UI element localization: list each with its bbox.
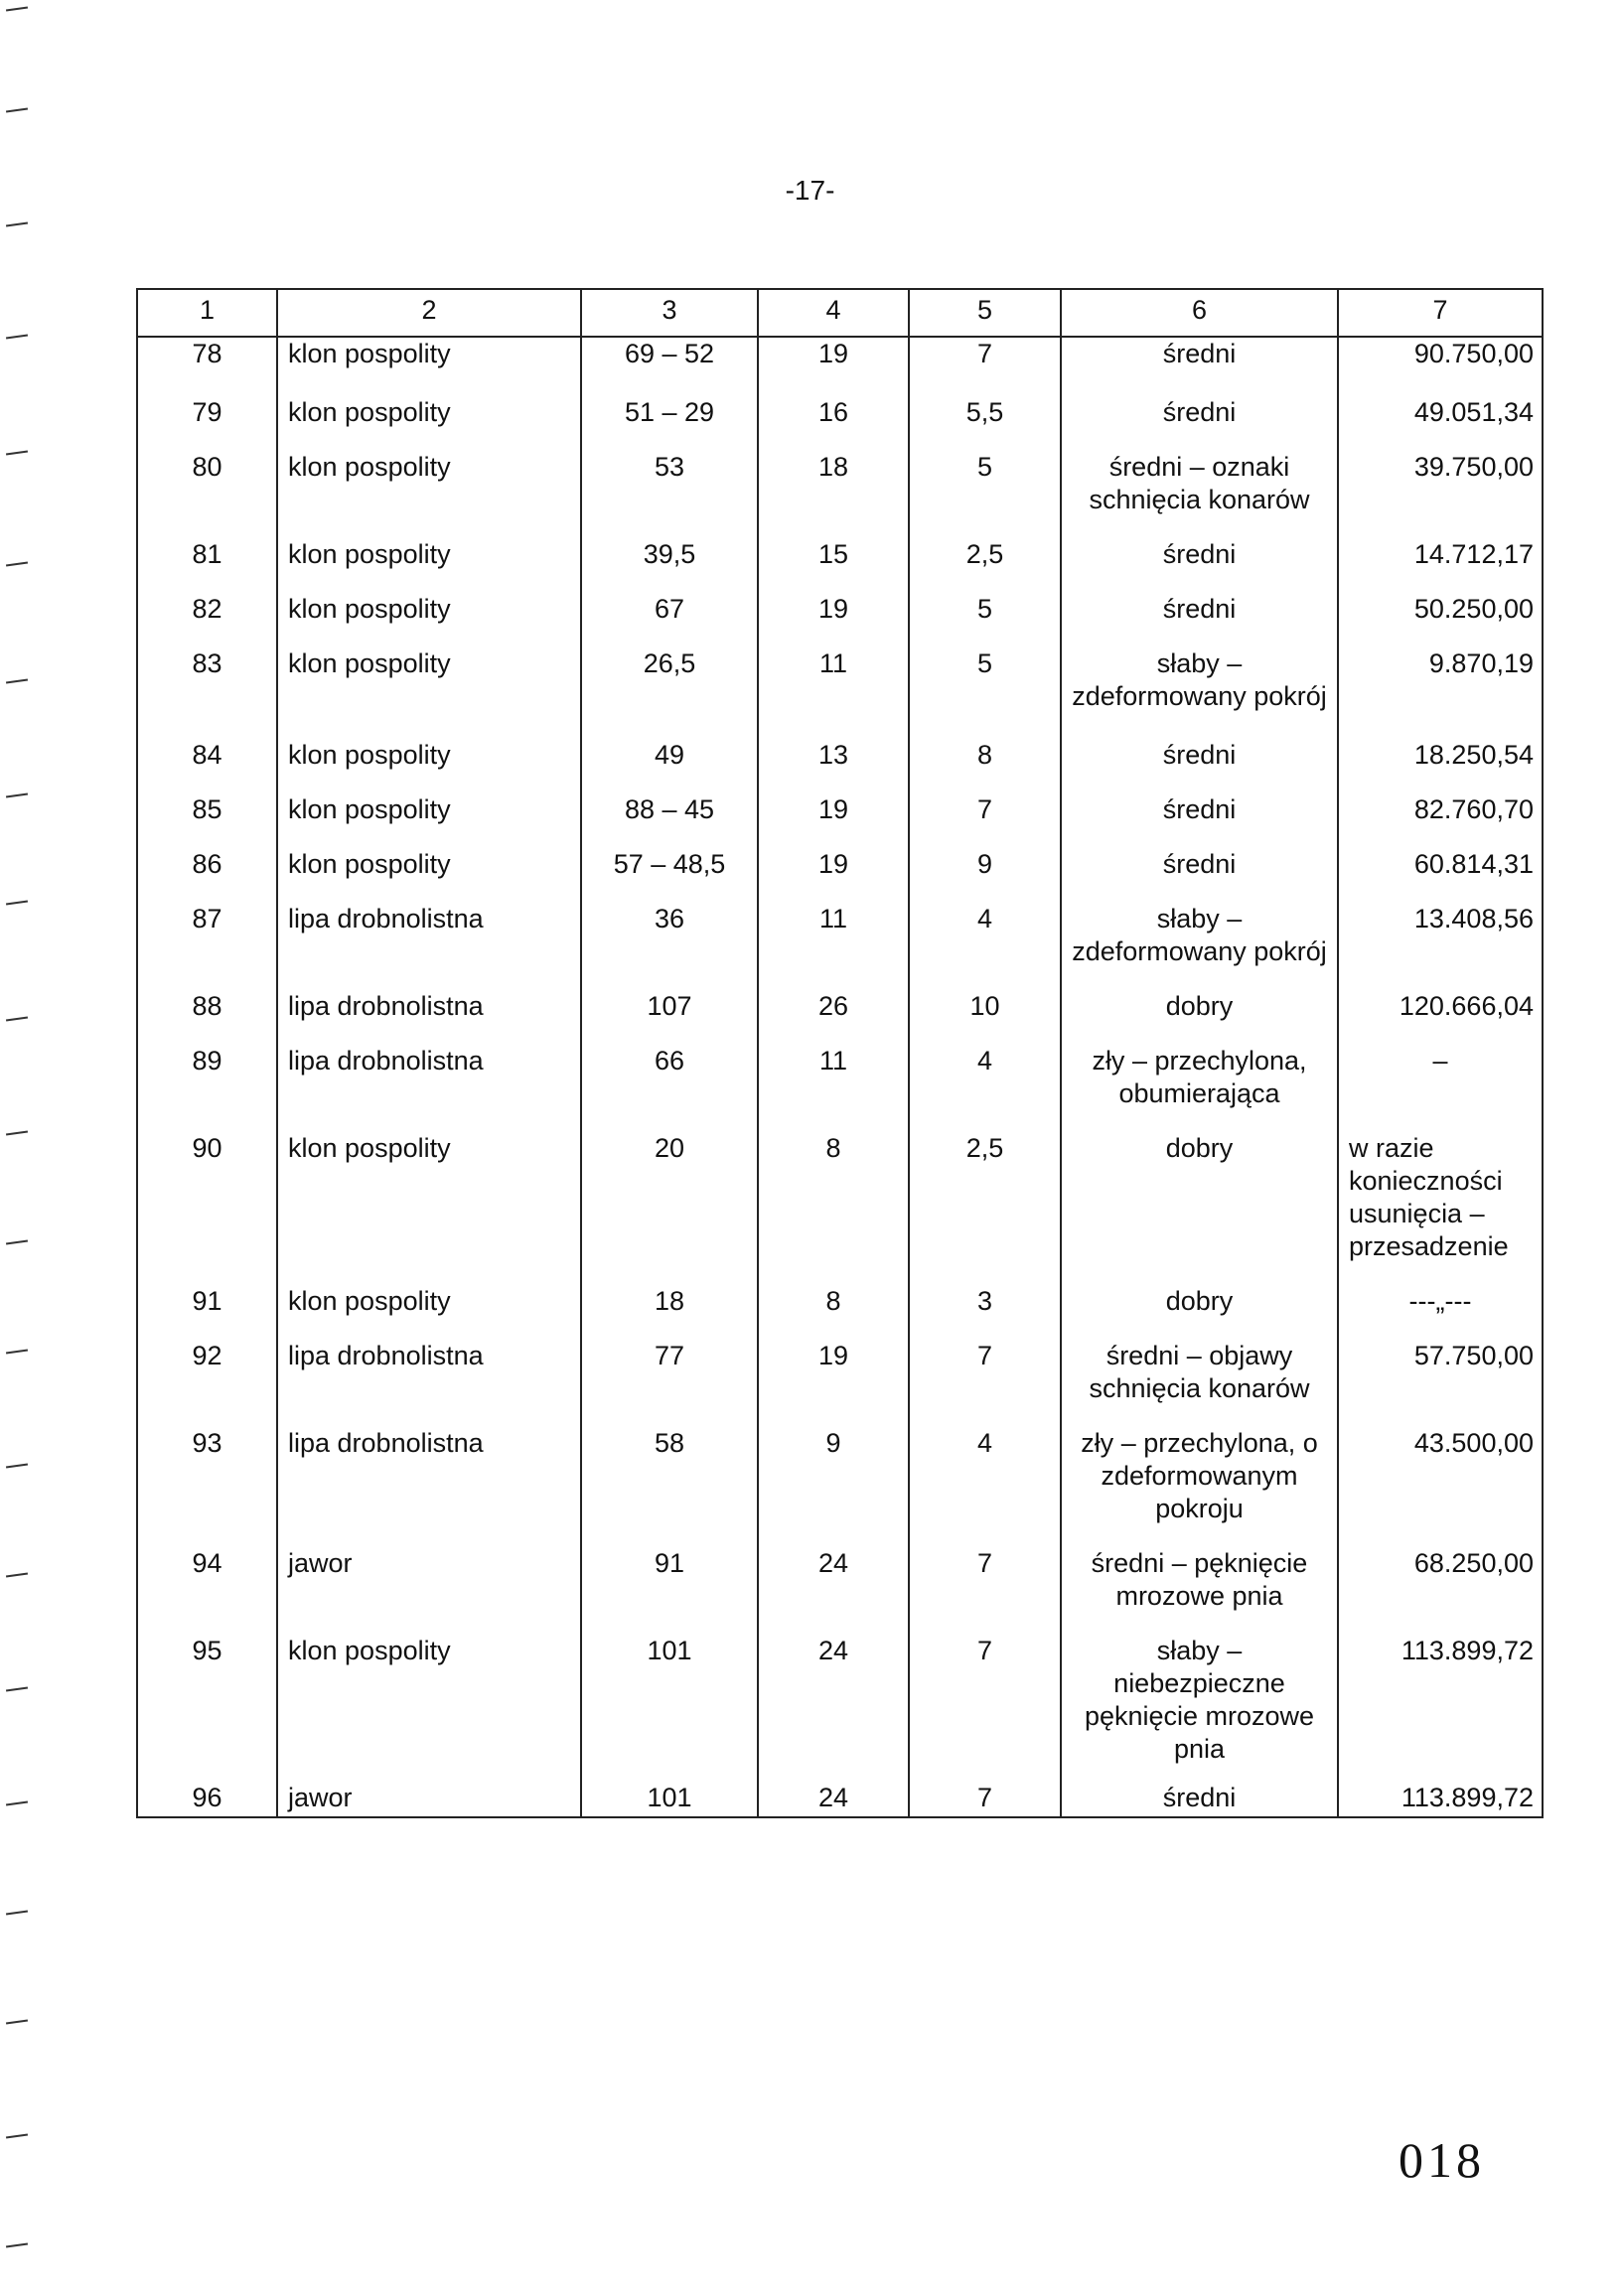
scan-margin-mark	[6, 6, 28, 11]
row-number: 85	[137, 778, 277, 832]
column-4-cell: 24	[758, 1619, 909, 1772]
column-4-cell: 18	[758, 435, 909, 522]
table-row	[137, 1531, 1543, 1619]
column-5-cell: 7	[909, 1619, 1061, 1772]
table-row	[137, 1116, 1543, 1269]
column-3-cell: 39,5	[581, 522, 758, 577]
row-number: 90	[137, 1116, 277, 1269]
table-row	[137, 1411, 1543, 1531]
scan-margin-mark	[6, 678, 28, 683]
column-3-cell: 101	[581, 1772, 758, 1817]
column-5-cell: 2,5	[909, 522, 1061, 577]
condition-cell: średni	[1061, 832, 1338, 887]
table-row	[137, 522, 1543, 577]
condition-cell: średni	[1061, 376, 1338, 435]
column-4-cell: 26	[758, 974, 909, 1029]
row-number: 78	[137, 337, 277, 376]
column-4-cell: 19	[758, 337, 909, 376]
species-cell: jawor	[277, 1772, 581, 1817]
column-4-cell: 19	[758, 832, 909, 887]
value-cell: 18.250,54	[1338, 719, 1543, 778]
species-cell: lipa drobnolistna	[277, 1324, 581, 1411]
column-4-cell: 9	[758, 1411, 909, 1531]
table-row	[137, 577, 1543, 632]
value-cell: 14.712,17	[1338, 522, 1543, 577]
condition-cell: zły – przechylona, o zdeformowanym pokroju	[1061, 1411, 1338, 1531]
value-cell: 60.814,31	[1338, 832, 1543, 887]
condition-cell: średni	[1061, 1772, 1338, 1817]
species-cell: klon pospolity	[277, 719, 581, 778]
condition-cell: dobry	[1061, 974, 1338, 1029]
value-cell: 113.899,72	[1338, 1772, 1543, 1817]
row-number: 79	[137, 376, 277, 435]
species-cell: klon pospolity	[277, 632, 581, 719]
row-number: 88	[137, 974, 277, 1029]
scan-margin-mark	[6, 1463, 28, 1468]
tree-inventory-table	[136, 288, 1544, 1818]
column-5-cell: 8	[909, 719, 1061, 778]
species-cell: klon pospolity	[277, 1116, 581, 1269]
margin-marks	[6, 0, 46, 2296]
table-row	[137, 832, 1543, 887]
row-number: 82	[137, 577, 277, 632]
column-3-cell: 57 – 48,5	[581, 832, 758, 887]
column-3-cell: 36	[581, 887, 758, 974]
column-3-cell: 67	[581, 577, 758, 632]
scan-margin-mark	[6, 2242, 28, 2247]
row-number: 91	[137, 1269, 277, 1324]
condition-cell: dobry	[1061, 1116, 1338, 1269]
species-cell: lipa drobnolistna	[277, 1029, 581, 1116]
scan-margin-mark	[6, 2019, 28, 2024]
column-5-cell: 10	[909, 974, 1061, 1029]
column-4-cell: 11	[758, 632, 909, 719]
column-5-cell: 5	[909, 435, 1061, 522]
row-number: 83	[137, 632, 277, 719]
column-header: 1	[137, 289, 277, 337]
column-3-cell: 77	[581, 1324, 758, 1411]
table-row	[137, 974, 1543, 1029]
column-header: 7	[1338, 289, 1543, 337]
row-number: 93	[137, 1411, 277, 1531]
column-4-cell: 19	[758, 778, 909, 832]
value-cell: 49.051,34	[1338, 376, 1543, 435]
condition-cell: średni	[1061, 522, 1338, 577]
table-row	[137, 1772, 1543, 1817]
scan-margin-mark	[6, 792, 28, 797]
column-5-cell: 4	[909, 887, 1061, 974]
scan-margin-mark	[6, 1130, 28, 1135]
scan-margin-mark	[6, 1800, 28, 1805]
row-number: 89	[137, 1029, 277, 1116]
species-cell: klon pospolity	[277, 1269, 581, 1324]
column-3-cell: 66	[581, 1029, 758, 1116]
row-number: 95	[137, 1619, 277, 1772]
column-header: 6	[1061, 289, 1338, 337]
column-5-cell: 7	[909, 778, 1061, 832]
table-row	[137, 337, 1543, 376]
column-5-cell: 5	[909, 577, 1061, 632]
value-cell: 90.750,00	[1338, 337, 1543, 376]
condition-cell: słaby – niebezpieczne pęknięcie mrozowe pnia	[1061, 1619, 1338, 1772]
column-3-cell: 58	[581, 1411, 758, 1531]
row-number: 80	[137, 435, 277, 522]
column-3-cell: 51 – 29	[581, 376, 758, 435]
scan-margin-mark	[6, 450, 28, 455]
value-cell: ---„---	[1338, 1269, 1543, 1324]
column-5-cell: 4	[909, 1029, 1061, 1116]
species-cell: klon pospolity	[277, 832, 581, 887]
column-4-cell: 11	[758, 1029, 909, 1116]
table-row	[137, 1029, 1543, 1116]
column-header: 4	[758, 289, 909, 337]
species-cell: lipa drobnolistna	[277, 1411, 581, 1531]
table-row	[137, 887, 1543, 974]
table-row	[137, 435, 1543, 522]
scan-margin-mark	[6, 107, 28, 112]
column-4-cell: 15	[758, 522, 909, 577]
column-4-cell: 8	[758, 1116, 909, 1269]
condition-cell: średni	[1061, 778, 1338, 832]
scan-margin-mark	[6, 1572, 28, 1577]
page-number: -17-	[785, 175, 835, 206]
table-row	[137, 376, 1543, 435]
value-cell: 43.500,00	[1338, 1411, 1543, 1531]
table-row	[137, 632, 1543, 719]
column-header: 2	[277, 289, 581, 337]
column-5-cell: 7	[909, 1772, 1061, 1817]
column-3-cell: 101	[581, 1619, 758, 1772]
column-4-cell: 19	[758, 577, 909, 632]
condition-cell: średni – oznaki schnięcia konarów	[1061, 435, 1338, 522]
scan-margin-mark	[6, 1349, 28, 1354]
condition-cell: zły – przechylona, obumierająca	[1061, 1029, 1338, 1116]
column-5-cell: 9	[909, 832, 1061, 887]
column-4-cell: 13	[758, 719, 909, 778]
column-header: 5	[909, 289, 1061, 337]
table-row	[137, 1269, 1543, 1324]
table-header-row	[137, 289, 1543, 337]
condition-cell: średni	[1061, 337, 1338, 376]
row-number: 81	[137, 522, 277, 577]
column-5-cell: 3	[909, 1269, 1061, 1324]
value-cell: 57.750,00	[1338, 1324, 1543, 1411]
column-5-cell: 5	[909, 632, 1061, 719]
species-cell: klon pospolity	[277, 522, 581, 577]
row-number: 87	[137, 887, 277, 974]
condition-cell: średni	[1061, 719, 1338, 778]
scan-margin-mark	[6, 1686, 28, 1691]
species-cell: klon pospolity	[277, 435, 581, 522]
condition-cell: średni – pęknięcie mrozowe pnia	[1061, 1531, 1338, 1619]
scan-margin-mark	[6, 1910, 28, 1915]
row-number: 94	[137, 1531, 277, 1619]
column-5-cell: 7	[909, 337, 1061, 376]
value-cell: 9.870,19	[1338, 632, 1543, 719]
column-3-cell: 18	[581, 1269, 758, 1324]
column-3-cell: 49	[581, 719, 758, 778]
column-5-cell: 7	[909, 1324, 1061, 1411]
value-cell: 13.408,56	[1338, 887, 1543, 974]
column-4-cell: 24	[758, 1772, 909, 1817]
column-5-cell: 5,5	[909, 376, 1061, 435]
species-cell: lipa drobnolistna	[277, 974, 581, 1029]
column-3-cell: 107	[581, 974, 758, 1029]
value-cell: 120.666,04	[1338, 974, 1543, 1029]
table-row	[137, 719, 1543, 778]
species-cell: lipa drobnolistna	[277, 887, 581, 974]
table-row	[137, 778, 1543, 832]
row-number: 84	[137, 719, 277, 778]
value-cell: w razie konieczności usunięcia – przesadzenie	[1338, 1116, 1543, 1269]
scan-margin-mark	[6, 334, 28, 339]
column-3-cell: 53	[581, 435, 758, 522]
row-number: 86	[137, 832, 277, 887]
column-3-cell: 26,5	[581, 632, 758, 719]
column-3-cell: 91	[581, 1531, 758, 1619]
table-row	[137, 1324, 1543, 1411]
condition-cell: średni – objawy schnięcia konarów	[1061, 1324, 1338, 1411]
value-cell: 82.760,70	[1338, 778, 1543, 832]
scan-margin-mark	[6, 561, 28, 566]
value-cell: 50.250,00	[1338, 577, 1543, 632]
column-5-cell: 2,5	[909, 1116, 1061, 1269]
table-row	[137, 1619, 1543, 1772]
column-4-cell: 24	[758, 1531, 909, 1619]
column-3-cell: 88 – 45	[581, 778, 758, 832]
condition-cell: słaby – zdeformowany pokrój	[1061, 632, 1338, 719]
species-cell: klon pospolity	[277, 778, 581, 832]
scan-margin-mark	[6, 1239, 28, 1244]
column-3-cell: 69 – 52	[581, 337, 758, 376]
scan-margin-mark	[6, 900, 28, 905]
condition-cell: średni	[1061, 577, 1338, 632]
column-4-cell: 19	[758, 1324, 909, 1411]
archive-stamp-number: 018	[1399, 2132, 1485, 2188]
value-cell: 113.899,72	[1338, 1619, 1543, 1772]
scan-margin-mark	[6, 1016, 28, 1021]
value-cell: –	[1338, 1029, 1543, 1116]
species-cell: klon pospolity	[277, 577, 581, 632]
row-number: 96	[137, 1772, 277, 1817]
scan-margin-mark	[6, 221, 28, 226]
column-5-cell: 4	[909, 1411, 1061, 1531]
species-cell: klon pospolity	[277, 376, 581, 435]
column-3-cell: 20	[581, 1116, 758, 1269]
scan-margin-mark	[6, 2133, 28, 2138]
column-header: 3	[581, 289, 758, 337]
column-4-cell: 11	[758, 887, 909, 974]
species-cell: jawor	[277, 1531, 581, 1619]
species-cell: klon pospolity	[277, 1619, 581, 1772]
row-number: 92	[137, 1324, 277, 1411]
column-5-cell: 7	[909, 1531, 1061, 1619]
value-cell: 39.750,00	[1338, 435, 1543, 522]
condition-cell: słaby – zdeformowany pokrój	[1061, 887, 1338, 974]
condition-cell: dobry	[1061, 1269, 1338, 1324]
column-4-cell: 8	[758, 1269, 909, 1324]
value-cell: 68.250,00	[1338, 1531, 1543, 1619]
column-4-cell: 16	[758, 376, 909, 435]
species-cell: klon pospolity	[277, 337, 581, 376]
